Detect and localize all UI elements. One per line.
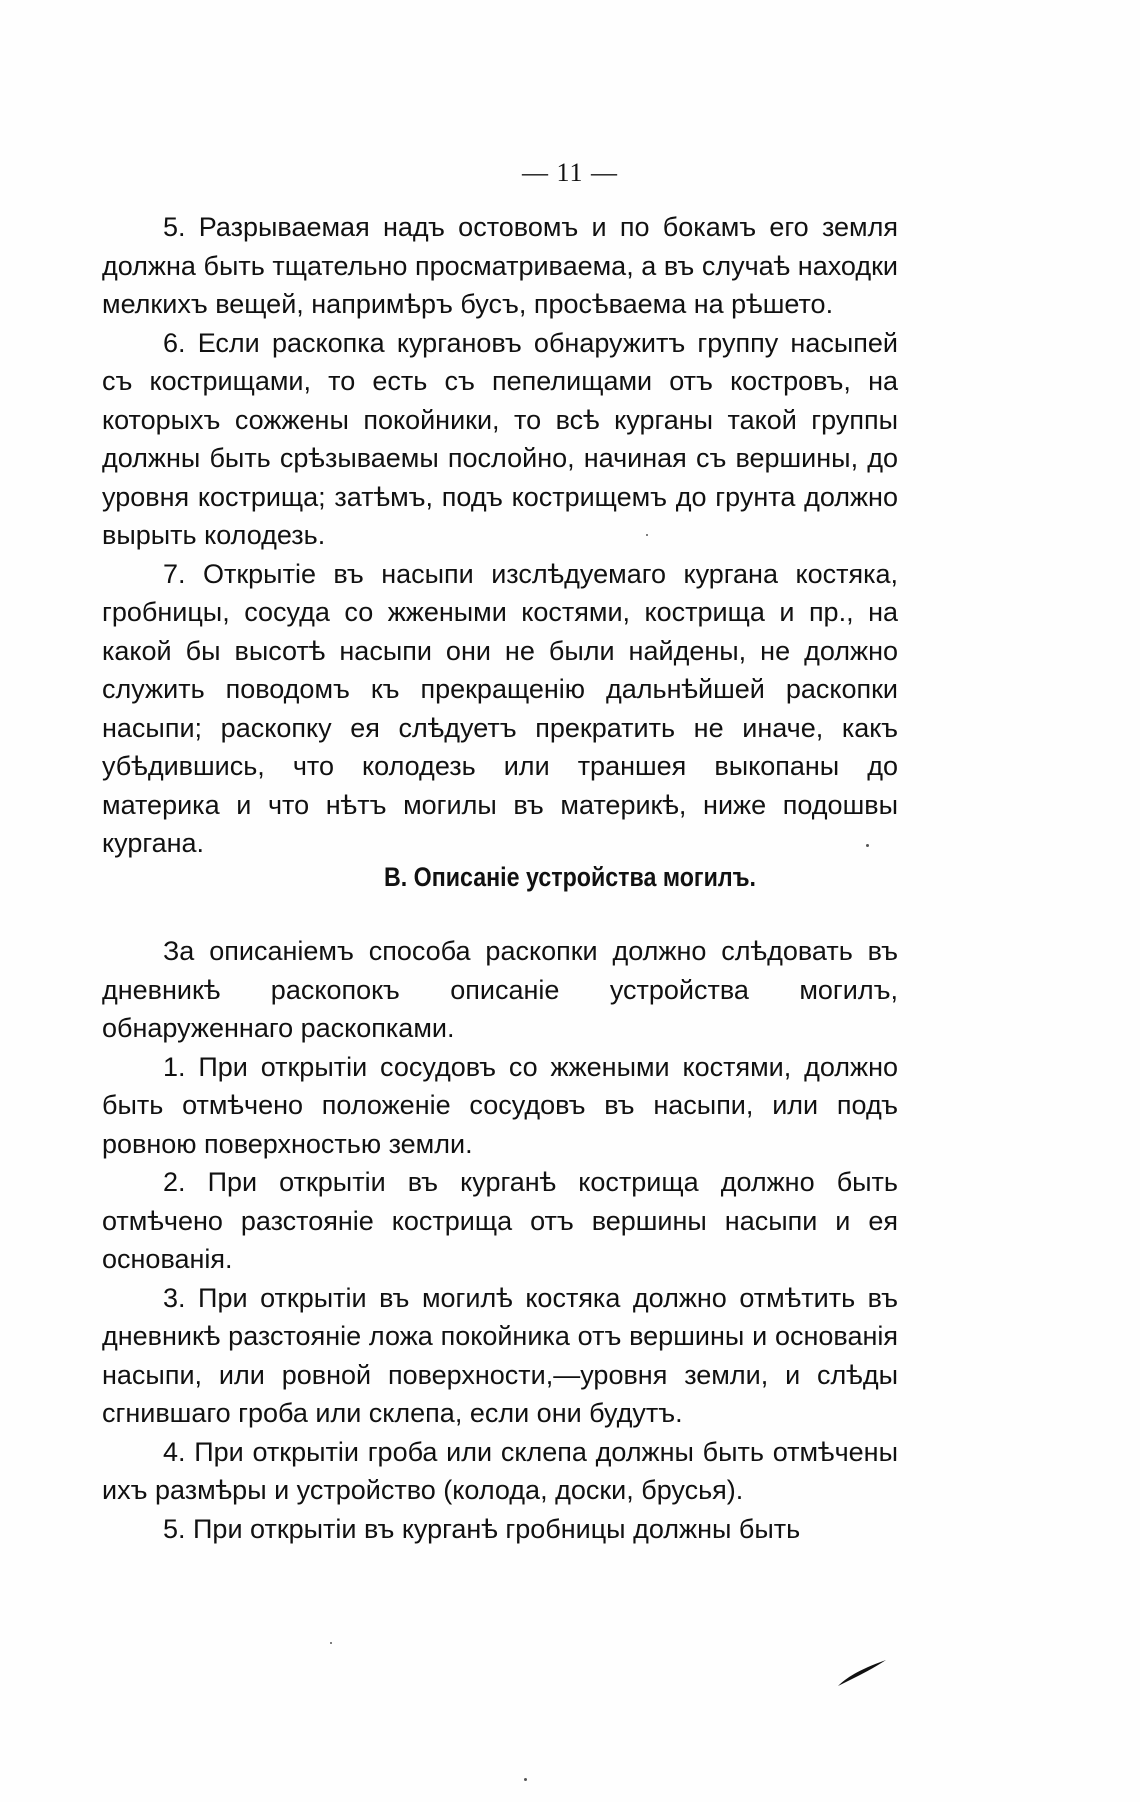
- paragraph-intro: За описаніемъ способа раскопки должно слѣдовать въ дневникѣ раскопокъ описаніе устройства могилъ, обнаруженнаго раскопками.: [102, 936, 898, 1043]
- paragraph-item-4: 4. При открытіи гроба или склепа должны быть отмѣчены ихъ размѣры и устройство (колода, доски, брусья).: [102, 1436, 898, 1505]
- ink-speck: [646, 534, 648, 536]
- section-heading: B. Описаніе устройства могилъ.: [383, 862, 757, 892]
- paragraph-item-3: 3. При открытіи въ могилѣ костяка должно отмѣтить въ дневникѣ разстояніе ложа покойника отъ вершины и основанія насыпи, или ровной поверхности,—уровня земли, и слѣды сгнившаго гроба или склепа, если они будутъ.: [102, 1282, 898, 1428]
- ink-speck: [524, 1778, 527, 1781]
- ink-speck: [866, 844, 869, 847]
- pen-mark-icon: [836, 1658, 888, 1688]
- top-section-text: [102, 208, 898, 863]
- paragraph-item-1: 1. При открытіи сосудовъ со жжеными костями, должно быть отмѣчено положеніе сосудовъ въ насыпи, или подъ ровною поверхностью земли.: [102, 1051, 898, 1159]
- paragraph-item-6: 6. Если раскопка кургановъ обнаружитъ группу насыпей съ кострищами, то есть съ пепелищами отъ костровъ, на которыхъ сожжены покойники, то всѣ курганы такой группы должны быть срѣзываемы послойно, начиная съ вершины, до уровня кострища; затѣмъ, подъ кострищемъ до грунта должно вырыть колодезь.: [102, 327, 898, 550]
- paragraph-item-7: 7. Открытіе въ насыпи изслѣдуемаго кургана костяка, гробницы, сосуда со жжеными костями, кострища и пр., на какой бы высотѣ насыпи они не были найдены, не должно служить поводомъ къ прекращенію дальнѣйшей раскопки насыпи; раскопку ея слѣдуетъ прекратить не иначе, какъ убѣдившись, что колодезь или траншея выкопаны до материка и что нѣтъ могилы въ материкѣ, ниже подошвы кургана.: [102, 558, 898, 858]
- paragraph-item-5b: 5. При открытіи въ курганѣ гробницы должны быть: [163, 1513, 801, 1544]
- ink-speck: [330, 1642, 332, 1644]
- paragraph-item-5: 5. Разрываемая надъ остовомъ и по бокамъ его земля должна быть тщательно просматриваема, а въ случаѣ находки мелкихъ вещей, напримѣръ бусъ, просѣваема на рѣшето.: [102, 212, 898, 319]
- paragraph-item-2: 2. При открытіи въ курганѣ кострища должно быть отмѣчено разстояніе кострища отъ вершины насыпи и ея основанія.: [102, 1167, 898, 1274]
- section-b-text: [102, 932, 898, 1548]
- page-number: — 11 —: [521, 158, 619, 187]
